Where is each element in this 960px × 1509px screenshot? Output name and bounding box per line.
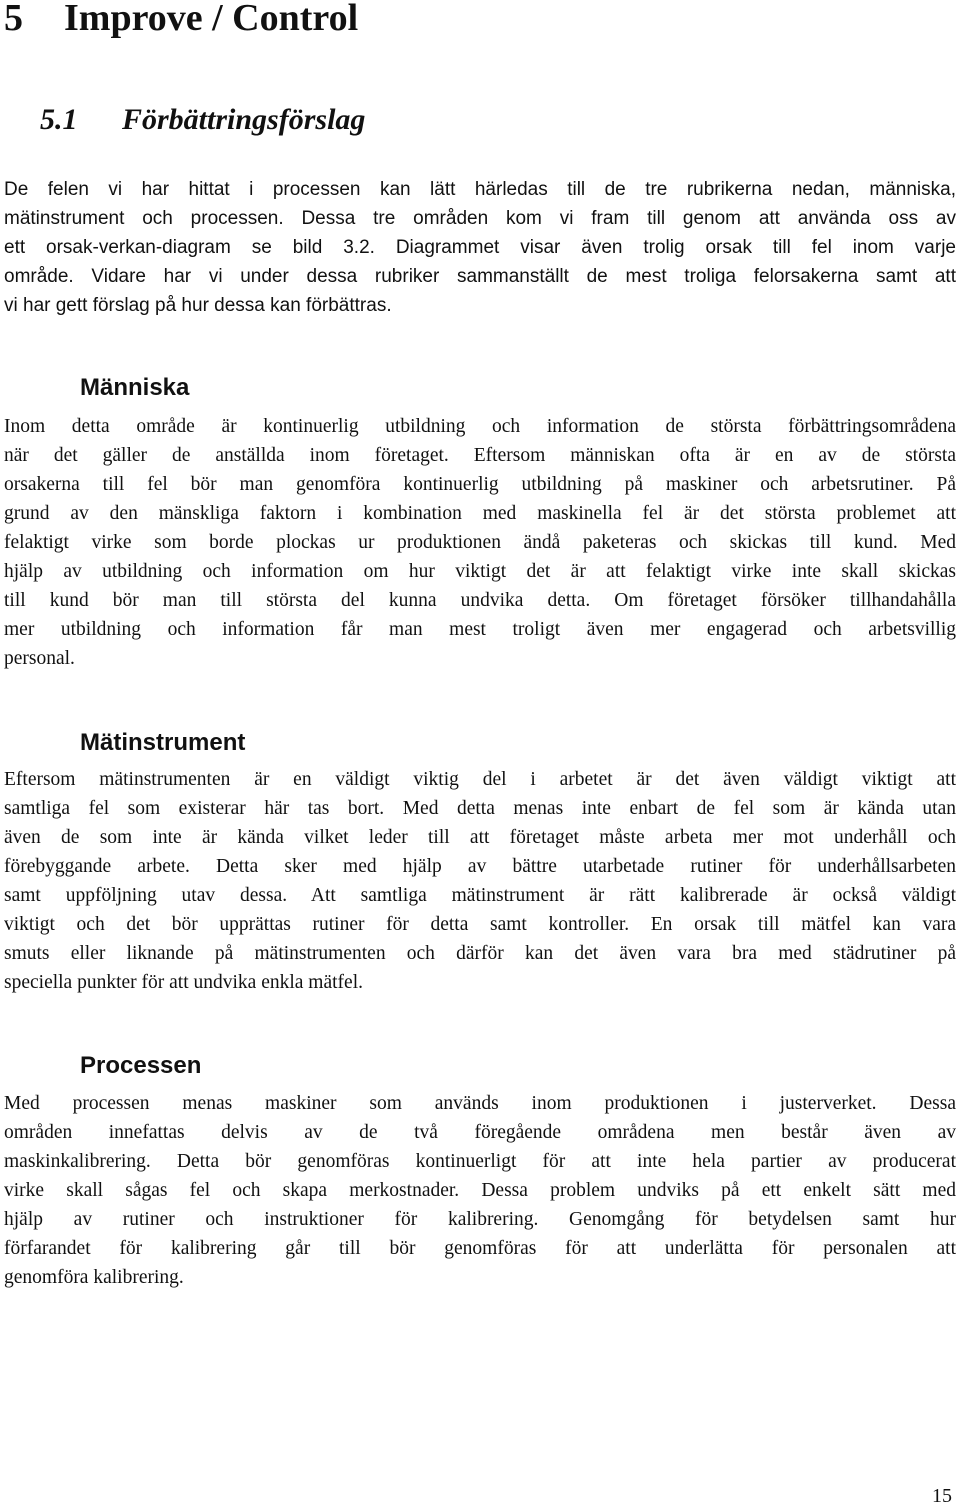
chapter-number: 5 bbox=[4, 0, 23, 39]
intro-paragraph bbox=[4, 175, 956, 320]
paragraph-line: maskinkalibrering. Detta bör genomföras kontinuerligt för att inte hela partier av producerat bbox=[4, 1151, 956, 1172]
paragraph-line: hjälp av rutiner och instruktioner för kalibrering. Genomgång för betydelsen samt hur bbox=[4, 1209, 956, 1230]
paragraph-line: grund av den mänskliga faktorn i kombination med maskinella fel är det största problemet att bbox=[4, 503, 956, 524]
paragraph-line: speciella punkter för att undvika enkla mätfel. bbox=[4, 972, 363, 993]
paragraph-line: hjälp av utbildning och information om hur viktigt det är att felaktigt virke inte skall skickas bbox=[4, 561, 956, 582]
paragraph-line: Inom detta område är kontinuerlig utbildning och information de största förbättringsområdena bbox=[4, 416, 956, 437]
paragraph-line: personal. bbox=[4, 648, 75, 669]
paragraph-manniska bbox=[4, 412, 956, 673]
paragraph-line: Med processen menas maskiner som används inom produktionen i justerverket. Dessa bbox=[4, 1093, 956, 1114]
paragraph-line: till kund bör man till största del kunna undvika detta. Om företaget försöker tillhandahålla bbox=[4, 590, 956, 611]
paragraph-line: Eftersom mätinstrumenten är en väldigt viktig del i arbetet är det även väldigt viktigt att bbox=[4, 769, 956, 790]
chapter-title bbox=[4, 0, 358, 40]
chapter-title-text: Improve / Control bbox=[64, 0, 359, 39]
paragraph-line: när det gäller de anställda inom företaget. Eftersom människan ofta är en av de största bbox=[4, 445, 956, 466]
paragraph-processen bbox=[4, 1089, 956, 1292]
paragraph-line: felaktigt virke som borde plockas ur produktionen ändå paketeras och skickas till kund. Med bbox=[4, 532, 956, 553]
paragraph-line: viktigt och det bör upprättas rutiner för detta samt kontroller. En orsak till mätfel kan vara bbox=[4, 914, 956, 935]
page-number: 15 bbox=[932, 1485, 952, 1507]
paragraph-line: genomföra kalibrering. bbox=[4, 1267, 184, 1288]
paragraph-matinstrument bbox=[4, 765, 956, 997]
heading-matinstrument: Mätinstrument bbox=[80, 729, 246, 756]
intro-line: vi har gett förslag på hur dessa kan förbättras. bbox=[4, 295, 392, 316]
paragraph-line: även de som inte är kända vilket leder till att företaget måste arbeta mer mot underhåll och bbox=[4, 827, 956, 848]
paragraph-line: mer utbildning och information får man mest troligt även mer engagerad och arbetsvillig bbox=[4, 619, 956, 640]
paragraph-line: orsakerna till fel bör man genomföra kontinuerlig utbildning på maskiner och arbetsrutiner. På bbox=[4, 474, 956, 495]
section-title bbox=[40, 100, 365, 140]
paragraph-line: virke skall sågas fel och skapa merkostnader. Dessa problem undviks på ett enkelt sätt med bbox=[4, 1180, 956, 1201]
heading-processen: Processen bbox=[80, 1052, 202, 1079]
intro-line: område. Vidare har vi under dessa rubriker sammanställt de mest troliga felorsakerna samt att bbox=[4, 266, 956, 287]
section-title-text: Förbättringsförslag bbox=[122, 103, 366, 136]
heading-manniska: Människa bbox=[80, 374, 190, 401]
intro-line: ett orsak-verkan-diagram se bild 3.2. Diagrammet visar även trolig orsak till fel inom varje bbox=[4, 237, 956, 258]
paragraph-line: förfarandet för kalibrering går till bör genomföras för att underlätta för personalen att bbox=[4, 1238, 956, 1259]
paragraph-line: samtliga fel som existerar här tas bort. Med detta menas inte enbart de fel som är kända utan bbox=[4, 798, 956, 819]
paragraph-line: områden innefattas delvis av de två föregående områdena men består även av bbox=[4, 1122, 956, 1143]
paragraph-line: förebyggande arbete. Detta sker med hjälp av bättre utarbetade rutiner för underhållsarbeten bbox=[4, 856, 956, 877]
paragraph-line: samt uppföljning utav dessa. Att samtliga mätinstrument är rätt kalibrerade är också väldigt bbox=[4, 885, 956, 906]
paragraph-line: smuts eller liknande på mätinstrumenten och därför kan det även vara bra med städrutiner på bbox=[4, 943, 956, 964]
intro-line: mätinstrument och processen. Dessa tre områden kom vi fram till genom att använda oss av bbox=[4, 208, 956, 229]
intro-line: De felen vi har hittat i processen kan lätt härledas till de tre rubrikerna nedan, människa, bbox=[4, 179, 956, 200]
section-number: 5.1 bbox=[40, 103, 78, 136]
